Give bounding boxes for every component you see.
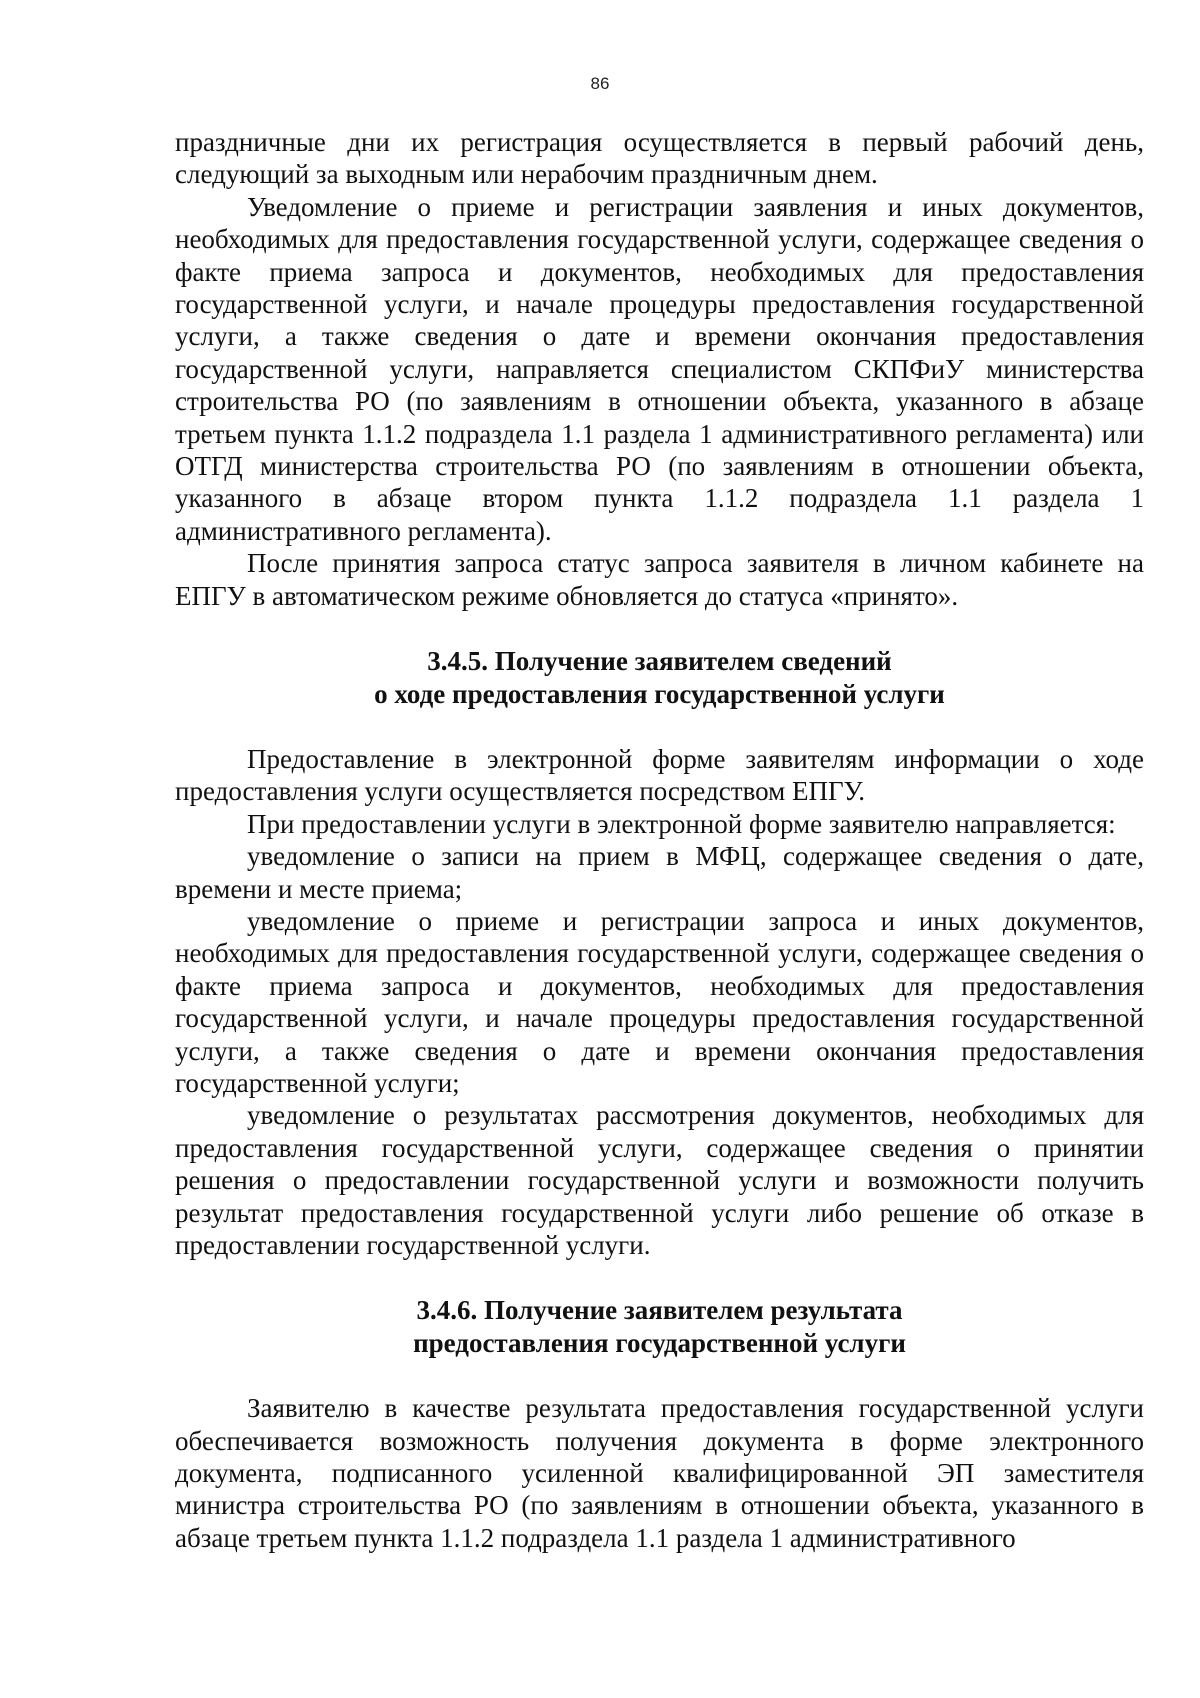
page-number: 86: [590, 74, 610, 93]
paragraph: Предоставление в электронной форме заявителям информации о ходе предоставления услуги осуществляется посредством ЕПГУ.: [175, 743, 1144, 807]
list-item: уведомление о приеме и регистрации запроса и иных документов, необходимых для предоставления государственной услуги, содержащее сведения о факте приема запроса и документов, необходимых для предоставления государственной услуги, и начале процедуры предоставления государственной услуги, а также сведения о дате и времени окончания предоставления государственной услуги;: [175, 905, 1144, 1098]
section-heading-line: предоставления государственной услуги: [413, 1327, 906, 1358]
section-heading-line: 3.4.5. Получение заявителем сведений: [427, 646, 892, 677]
paragraph: Заявителю в качестве результата предоставления государственной услуги обеспечивается возможность получения документа в форме электронного документа, подписанного усиленной квалифицированной ЭП заместителя министра строительства РО (по заявлениям в отношении объекта, указанного в абзаце третьем пункта 1.1.2 подраздела 1.1 раздела 1 административного: [175, 1393, 1144, 1553]
section-heading-line: о ходе предоставления государственной услуги: [374, 678, 945, 709]
section-heading-line: 3.4.6. Получение заявителем результата: [416, 1295, 903, 1326]
paragraph-continuation: праздничные дни их регистрация осуществляется в первый рабочий день, следующий за выходным или нерабочим праздничным днем.: [175, 127, 1144, 190]
page-body: [175, 126, 1144, 1554]
list-item: уведомление о результатах рассмотрения документов, необходимых для предоставления государственной услуги, содержащее сведения о принятии решения о предоставлении государственной услуги и возможности получить результат предоставления государственной услуги либо решение об отказе в предоставлении государственной услуги.: [175, 1100, 1144, 1260]
section-heading-3-4-6: [175, 1294, 1144, 1359]
paragraph: При предоставлении услуги в электронной форме заявителю направляется:: [247, 808, 1116, 839]
paragraph-notification: Уведомление о приеме и регистрации заявления и иных документов, необходимых для предоставления государственной услуги, содержащее сведения о факте приема запроса и документов, необходимых для предоставления государственной услуги, и начале процедуры предоставления государственной услуги, а также сведения о дате и времени окончания предоставления государственной услуги, направляется специалистом СКПФиУ министерства строительства РО (по заявлениям в отношении объекта, указанного в абзаце третьем пункта 1.1.2 подраздела 1.1 раздела 1 административного регламента) или ОТГД министерства строительства РО (по заявлениям в отношении объекта, указанного в абзаце втором пункта 1.1.2 подраздела 1.1 раздела 1 административного регламента).: [175, 191, 1144, 546]
list-item: уведомление о записи на прием в МФЦ, содержащее сведения о дате, времени и месте приема;: [175, 841, 1144, 904]
paragraph-status-update: После принятия запроса статус запроса заявителя в личном кабинете на ЕПГУ в автоматическом режиме обновляется до статуса «принято».: [175, 548, 1144, 611]
section-heading-3-4-5: [175, 645, 1144, 710]
section-body-3-4-6: [175, 1392, 1144, 1554]
section-body-3-4-5: [175, 743, 1144, 1262]
